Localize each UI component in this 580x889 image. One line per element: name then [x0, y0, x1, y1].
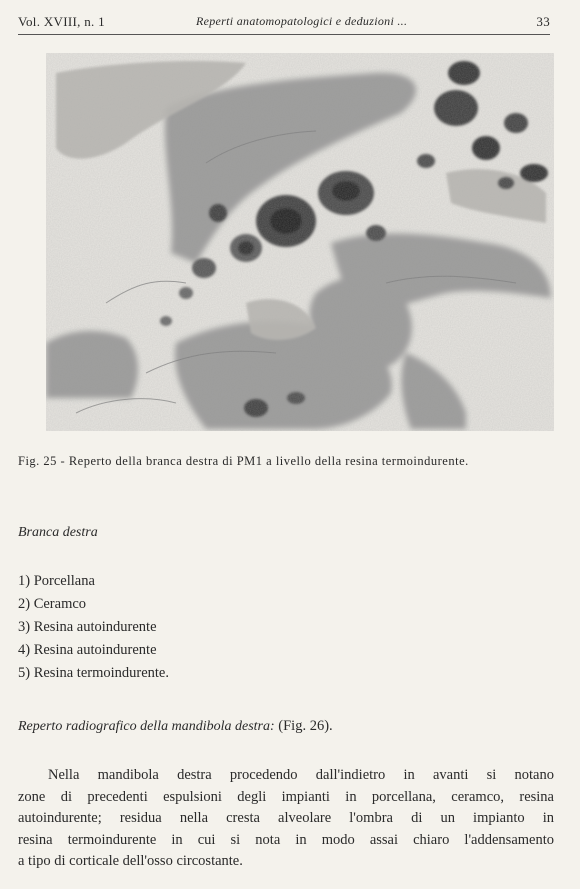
section-title: Branca destra: [18, 525, 98, 540]
paragraph-line: a tipo di corticale dell'osso circostante.: [18, 853, 243, 869]
subsection-heading: [18, 718, 333, 735]
subsection-heading-italic: Reperto radiografico della mandibola destra:: [18, 719, 275, 734]
paragraph-line: Nella mandibola destra procedendo dall'indietro in avanti si notano: [48, 767, 554, 783]
list-item: 4) Resina autoindurente: [18, 642, 157, 658]
paragraph-line: resina termoindurente in cui si nota in modo assai chiaro l'addensamento: [18, 831, 554, 848]
body-paragraph: [18, 765, 554, 873]
figure-caption: Fig. 25 - Reperto della branca destra di PM1 a livello della resina termoindurente.: [18, 454, 469, 468]
subsection-figure-ref: (Fig. 26).: [278, 718, 333, 734]
volume-number: Vol. XVIII, n. 1: [18, 14, 105, 29]
paragraph-line: autoindurente; residua nella cresta alveolare l'ombra di un impianto in: [18, 810, 554, 826]
page-number: 33: [536, 14, 550, 29]
paragraph-line: zone di precedenti espulsioni degli impianti in porcellana, ceramco, resina: [18, 788, 554, 805]
list-item: 5) Resina termoindurente.: [18, 665, 169, 681]
list-item: 3) Resina autoindurente: [18, 619, 157, 635]
implant-list: [18, 570, 169, 685]
histology-micrograph: [46, 53, 554, 431]
running-head: [18, 14, 550, 34]
list-item: 1) Porcellana: [18, 573, 95, 589]
list-item: 2) Ceramco: [18, 596, 87, 612]
running-title: Reperti anatomopatologici e deduzioni ...: [196, 14, 408, 28]
header-rule: [18, 34, 550, 35]
